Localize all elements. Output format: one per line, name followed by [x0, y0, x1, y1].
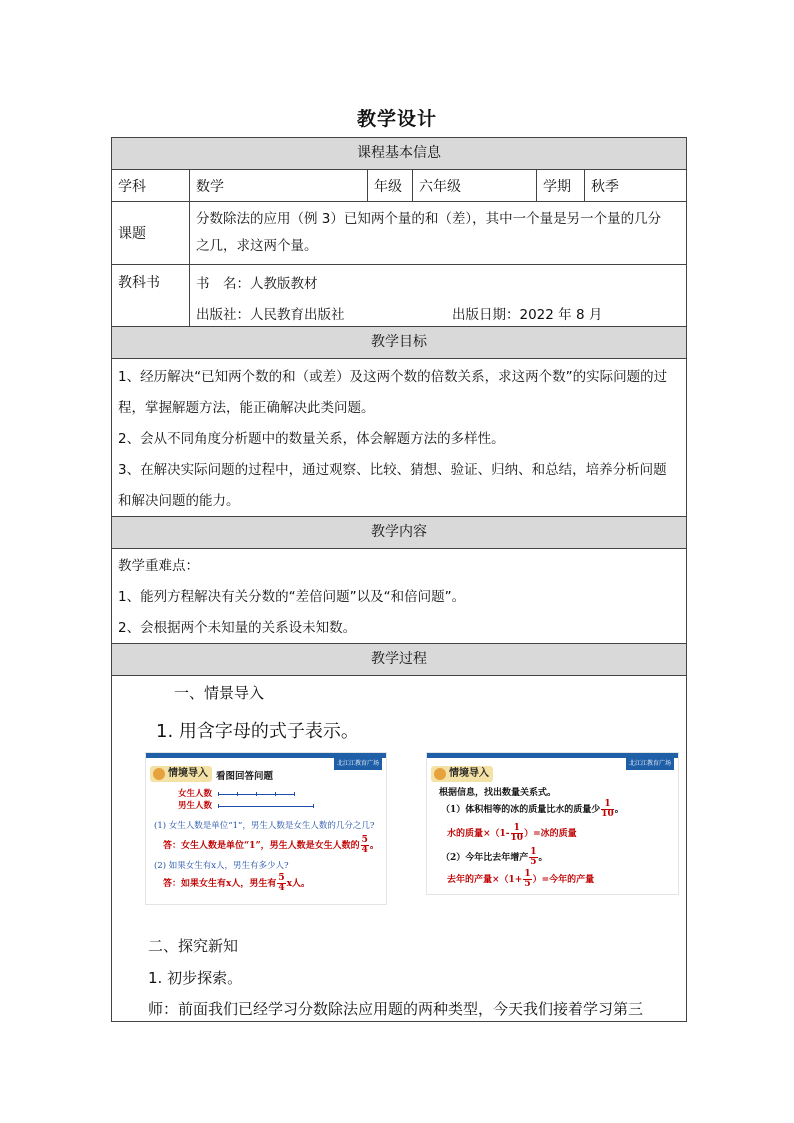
topic-line-2: 之几，求这两个量。 [196, 238, 318, 254]
term-value: 秋季 [591, 178, 619, 195]
answer-2-suffix: x人。 [286, 879, 311, 889]
section-scene-intro: 一、情景导入 [174, 684, 265, 702]
fraction-one-tenth [601, 800, 614, 819]
relation-2-suffix: ）=今年的产量 [532, 875, 595, 885]
book-name: 书 名：人教版教材 [196, 276, 318, 292]
content-item-2: 2、会根据两个未知量的关系设未知数。 [118, 620, 357, 636]
answer-2-text: 答：如果女生有x人，男生有 [163, 879, 277, 889]
fraction-one-tenth-2 [511, 824, 524, 843]
relation-1-text: 水的质量×（1- [447, 829, 510, 839]
objective-2: 2、会从不同角度分析题中的数量关系，体会解题方法的多样性。 [118, 431, 505, 447]
slide-right-heading: 根据信息，找出数量关系式。 [439, 788, 557, 798]
info-2-suffix: 。 [538, 853, 548, 863]
slide-left [145, 752, 387, 905]
fraction-five-fourths [361, 836, 369, 855]
subject-value: 数学 [190, 170, 368, 201]
fraction-numerator: 1 [601, 800, 614, 810]
info-1-text: （1）体积相等的冰的质量比水的质量少 [441, 805, 601, 815]
fraction-numerator: 1 [530, 847, 537, 857]
label-boys: 男生人数 [178, 801, 213, 811]
slide-right-badge-label: 情境导入 [449, 768, 489, 779]
fraction-numerator: 1 [511, 824, 524, 834]
slide-right-info-1 [441, 800, 624, 819]
teacher-statement: 师：前面我们已经学习分数除法应用题的两种类型，今天我们接着学习第三 [148, 1000, 644, 1018]
boys-tick-0 [218, 804, 219, 808]
boys-tick-5 [313, 804, 314, 808]
subject-row [112, 170, 686, 202]
fraction-numerator: 5 [361, 835, 368, 845]
slide-left-question-2: (2) 如果女生有x人，男生有多少人? [154, 861, 289, 871]
basic-info-header: 课程基本信息 [112, 138, 686, 170]
grade-value: 六年级 [413, 170, 537, 201]
fraction-denominator: 5 [524, 879, 531, 889]
content-item-1: 1、能列方程解决有关分数的“差倍问题”以及“和倍问题”。 [118, 589, 466, 605]
fraction-denominator: 4 [278, 883, 285, 893]
slide-right-brand: 北江江教育广场 [626, 758, 674, 770]
publication-date: 出版日期：2022 年 8 月 [452, 307, 603, 323]
fraction-denominator: 5 [530, 857, 537, 867]
fraction-denominator: 10 [601, 809, 614, 819]
term-label: 学期 [537, 170, 585, 201]
girls-tick-0 [218, 792, 219, 796]
textbook-label: 教科书 [112, 265, 190, 326]
topic-label: 课题 [112, 202, 190, 264]
girls-tick-2 [256, 792, 257, 796]
fraction-numerator: 1 [524, 869, 531, 879]
grade-label: 年级 [368, 170, 413, 201]
info-1-suffix: 。 [614, 805, 624, 815]
topic-value [190, 202, 686, 264]
slide-right-info-2 [441, 848, 548, 867]
slide-right-relation-2 [447, 870, 594, 889]
topic-line-1: 分数除法的应用（例 3）已知两个量的和（差），其中一个量是另一个量的几分 [196, 211, 662, 227]
fraction-five-fourths-2 [277, 874, 285, 893]
fraction-one-fifth [529, 848, 537, 867]
girls-tick-3 [275, 792, 276, 796]
topic-row [112, 202, 686, 265]
slide-left-badge [150, 766, 212, 782]
objectives-body [112, 359, 686, 517]
fraction-denominator: 4 [361, 845, 368, 855]
subject-label: 学科 [112, 170, 190, 201]
girls-tick-1 [237, 792, 238, 796]
slide-left-question-1: (1) 女生人数是单位“1”，男生人数是女生人数的几分之几? [154, 821, 375, 831]
slide-right-relation-1 [447, 824, 577, 843]
boys-bar [218, 806, 313, 807]
section-explore: 二、探究新知 [148, 937, 239, 955]
slide-left-answer-2 [163, 874, 310, 893]
objective-1: 1、经历解决“已知两个数的和（或差）及这两个数的倍数关系，求这两个数”的实际问题的过程，掌握解题方法，能正确解决此类问题。 [118, 369, 668, 416]
slide-left-heading: 看图回答问题 [216, 771, 274, 782]
info-2-text: （2）今年比去年增产 [441, 853, 529, 863]
lightbulb-icon [434, 768, 446, 780]
lesson-plan-table [111, 137, 687, 1022]
step-letter-expressions: 1. 用含字母的式子表示。 [156, 721, 359, 742]
relation-2-text: 去年的产量×（1+ [447, 875, 523, 885]
fraction-numerator: 5 [278, 873, 285, 883]
fraction-one-fifth-2 [523, 870, 531, 889]
content-header: 教学内容 [112, 517, 686, 549]
process-header: 教学过程 [112, 644, 686, 676]
slide-left-brand: 北江江教育广场 [334, 758, 382, 770]
answer-1-text: 答：女生人数是单位“1”，男生人数是女生人数的 [163, 841, 360, 851]
textbook-value [190, 265, 686, 326]
step-initial-exploration: 1. 初步探索。 [148, 969, 243, 987]
publisher: 出版社：人民教育出版社 [196, 307, 345, 323]
objectives-header: 教学目标 [112, 327, 686, 359]
document-title: 教学设计 [356, 108, 437, 130]
girls-tick-4 [294, 792, 295, 796]
objective-3: 3、在解决实际问题的过程中，通过观察、比较、猜想、验证、归纳、和总结，培养分析问题和解决问题的能力。 [118, 462, 667, 509]
lightbulb-icon [153, 768, 165, 780]
fraction-denominator: 10 [510, 833, 524, 843]
textbook-row [112, 265, 686, 327]
slide-right-badge [431, 766, 493, 782]
content-intro: 教学重难点： [118, 558, 199, 574]
answer-1-suffix: 。 [369, 841, 379, 851]
slide-right [426, 752, 679, 895]
content-body [112, 549, 686, 644]
slide-left-answer-1 [163, 836, 379, 855]
label-girls: 女生人数 [178, 789, 213, 799]
slide-left-badge-label: 情境导入 [168, 768, 208, 779]
relation-1-suffix: ）=冰的质量 [524, 829, 577, 839]
